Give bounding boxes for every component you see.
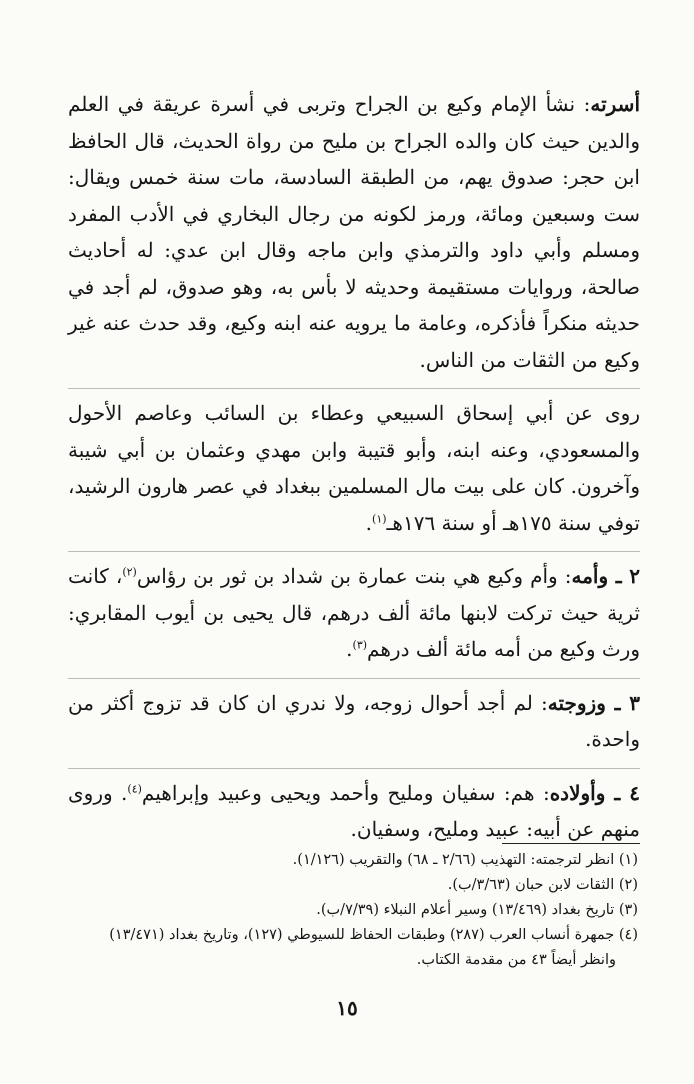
paragraph-text: ، كانت ثرية حيث تركت لابنها مائة ألف درهم، قال يحيى بن أيوب المقابري: ورث وكيع من أمه مائة ألف درهم: [68, 564, 640, 661]
paragraph-text: : نشأ الإمام وكيع بن الجراح وتربى في أسرة عريقة في العلم والدين حيث كان والده الجراح بن مليح من رواة الحديث، قال الحافظ ابن حجر: صدوق يهم، من الطبقة السادسة، مات سنة خمس ويقال: ست وسبعين ومائة، ورمز لكونه من رجال البخاري في الأدب المفرد ومسلم وأبي داود والترمذي وابن ماجه وقال ابن عدي: له أحاديث صالحة، وروايات مستقيمة وحديثه لا بأس به، وهو صدوق، لم أجد في حديثه منكراً فأذكره، وعامة ما يرويه عنه ابنه وكيع، وقد حدث عنه غير وكيع من الثقات من الناس.: [68, 92, 641, 372]
heading-mother: ٢ ـ وأمه: [571, 564, 640, 588]
paragraph-children: [68, 775, 640, 848]
paragraph-family: [68, 86, 640, 378]
footnote-marker: (٤): [127, 781, 142, 795]
heading-wife: ٣ ـ وزوجته: [547, 690, 640, 715]
paragraph-tail: .: [365, 510, 373, 535]
paragraph-text: : وأم وكيع هي بنت عمارة بن شداد بن ثور بن رؤاس: [136, 564, 572, 588]
footnote-separator: [502, 843, 640, 844]
heading-children: ٤ ـ وأولاده: [549, 780, 640, 805]
paragraph-mother: [68, 558, 640, 668]
paragraph-divider: [68, 388, 640, 389]
paragraph-father-narrations: [68, 395, 640, 541]
paragraph-text: : لم أجد أحوال زوجه، ولا ندري ان كان قد تزوج أكثر من واحدة.: [68, 690, 640, 751]
paragraph-text: : هم: سفيان ومليح وأحمد ويحيى وعبيد وإبراهيم: [141, 780, 550, 805]
paragraph-divider: [68, 768, 640, 769]
footnote-marker: (١): [372, 511, 387, 525]
footnote-4-continuation: وانظر أيضاً ٤٣ من مقدمة الكتاب.: [416, 952, 616, 968]
page-number: ١٥: [336, 996, 358, 1020]
paragraph-wife: [68, 685, 640, 758]
footnotes: [60, 848, 638, 973]
heading-family: أسرته: [590, 92, 640, 116]
footnote-4: (٤) جمهرة أنساب العرب (٢٨٧) وطبقات الحفاظ للسيوطي (١٢٧)، وتاريخ بغداد (١٣/٤٧١): [109, 927, 638, 943]
paragraph-tail: . وروى منهم عن أبيه: عبيد ومليح، وسفيان.: [68, 780, 640, 841]
paragraph-divider: [68, 678, 640, 679]
footnote-marker: (٢): [122, 565, 137, 579]
footnote-marker: (٣): [352, 638, 368, 652]
footnote-3: (٣) تاريخ بغداد (١٣/٤٦٩) وسير أعلام النبلاء (٧/٣٩/ب).: [316, 902, 638, 918]
footnote-2: (٢) الثقات لابن حبان (٣/٦٣/ب).: [447, 877, 638, 893]
main-text: [68, 86, 640, 848]
paragraph-divider: [68, 551, 640, 552]
paragraph-text: روى عن أبي إسحاق السبيعي وعطاء بن السائب وعاصم الأحول والمسعودي، وعنه ابنه، وأبو قتيبة وابن مهدي وعثمان بن أبي شيبة وآخرون. كان على بيت مال المسلمين ببغداد في عصر هارون الرشيد، توفي سنة ١٧٥هـ أو سنة ١٧٦هـ: [68, 401, 640, 535]
footnote-1: (١) انظر لترجمته: التهذيب (٢/٦٦ ـ ٦٨) والتقريب (١/١٢٦).: [292, 852, 638, 868]
paragraph-tail: .: [346, 637, 353, 661]
